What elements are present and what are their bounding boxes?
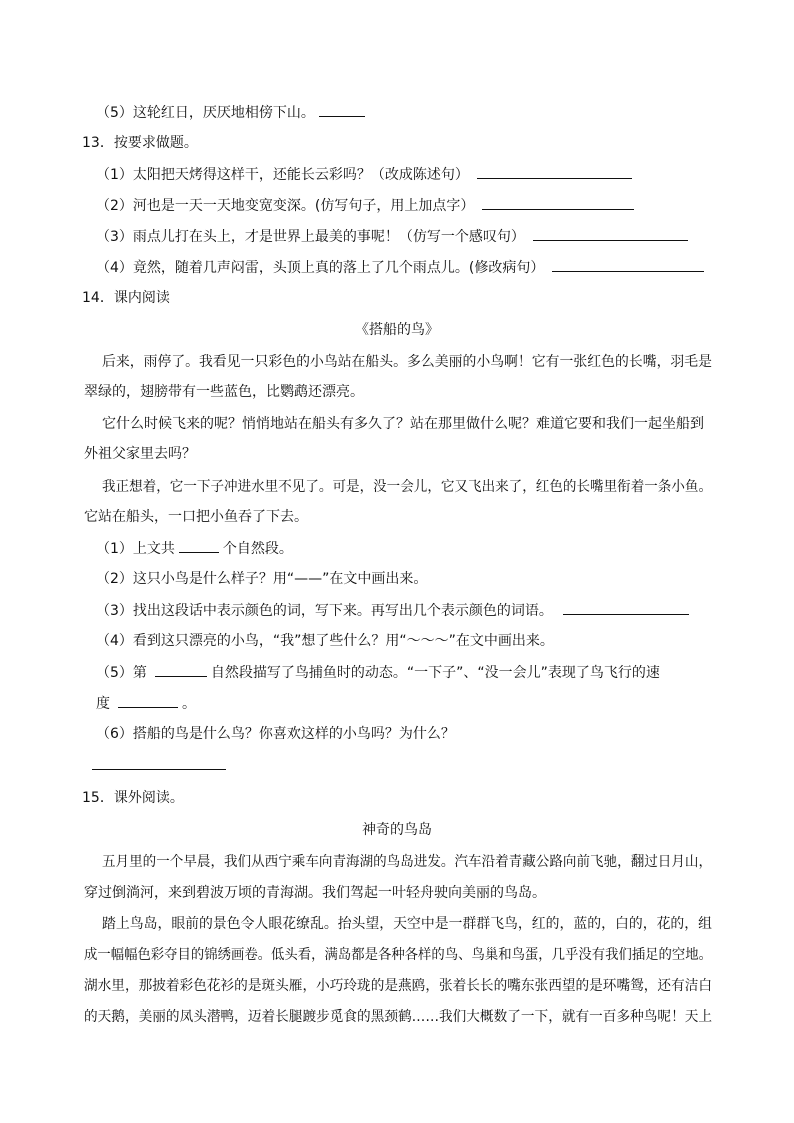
q14-question-3: （3）找出这段话中表示颜色的词，写下来。再写出几个表示颜色的词语。 [96,600,693,621]
q15-heading: 15．课外阅读。 [82,790,184,806]
q14-paragraph-3-line-2: 它站在船头，一口把小鱼吞了下去。 [84,509,308,525]
answer-blank[interactable] [482,195,634,210]
answer-blank[interactable] [319,102,365,117]
q13-item-4: （4）竟然，随着几声闷雷，头顶上真的落上了几个雨点儿。(修改病句） [96,257,708,278]
q14-question-6: （6）搭船的鸟是什么鸟？你喜欢这样的小鸟吗？为什么？ [96,726,455,742]
q14-question-2: （2）这只小鸟是什么样子？用“——”在文中画出来。 [96,571,428,587]
answer-blank[interactable] [563,600,689,615]
answer-blank[interactable] [552,257,704,272]
answer-blank[interactable] [477,164,632,179]
q14-question-5-line-2: 度 。 [96,693,196,714]
q15-paragraph-2-line-3: 湖水里，那披着彩色花衫的是斑头雁，小巧玲珑的是燕鸥，张着长长的嘴东张西望的是环嘴鸳，还有洁白 [84,978,713,994]
answer-blank[interactable] [118,693,178,708]
answer-line[interactable] [92,769,226,770]
q13-heading: 13．按要求做题。 [82,135,198,151]
q15-paragraph-2-line-4: 的天鹅，美丽的凤头潜鸭，迈着长腿踱步觅食的黑颈鹤……我们大概数了一下，就有一百多种鸟呢！天上 [84,1009,713,1025]
q15-paragraph-1-line-1: 五月里的一个早晨，我们从西宁乘车向青海湖的鸟岛进发。汽车沿着青藏公路向前飞驰，翻过日月山， [102,854,713,870]
answer-blank[interactable] [533,226,688,241]
q14-heading: 14．课内阅读 [82,290,170,306]
q14-paragraph-1-line-2: 翠绿的，翅膀带有一些蓝色，比鹦鹉还漂亮。 [84,384,364,400]
q15-paragraph-1-line-2: 穿过倒淌河，来到碧波万顷的青海湖。我们驾起一叶轻舟驶向美丽的鸟岛。 [84,885,546,901]
answer-blank[interactable] [155,662,207,677]
q14-paragraph-2-line-2: 外祖父家里去吗？ [84,446,196,462]
q15-passage-title: 神奇的鸟岛 [362,822,432,838]
q15-paragraph-2-line-2: 成一幅幅色彩夺目的锦绣画卷。低头看，满岛都是各种各样的鸟、鸟巢和鸟蛋，几乎没有我们插足的空地。 [84,947,712,963]
q14-question-5-line-1: （5）第 自然段描写了鸟捕鱼时的动态。“一下子”、“没一会儿”表现了鸟飞行的速 [96,662,660,683]
q14-paragraph-2-line-1: 它什么时候飞来的呢？悄悄地站在船头有多久了？站在那里做什么呢？难道它要和我们一起坐船到 [102,416,704,432]
q13-item-1: （1）太阳把天烤得这样干，还能长云彩吗？（改成陈述句） [96,164,636,185]
q14-paragraph-1-line-1: 后来，雨停了。我看见一只彩色的小鸟站在船头。多么美丽的小鸟啊！它有一张红色的长嘴，羽毛是 [102,354,713,370]
answer-blank[interactable] [179,538,219,553]
q13-item-2: （2）河也是一天一天地变宽变深。(仿写句子，用上加点字） [96,195,638,216]
q14-question-4: （4）看到这只漂亮的小鸟，“我”想了些什么？用“～～～”在文中画出来。 [96,633,554,649]
q12-item-5: （5）这轮红日，厌厌地相傍下山。 [96,102,369,123]
q13-item-3: （3）雨点儿打在头上，才是世界上最美的事呢！（仿写一个感叹句） [96,226,692,247]
q14-passage-title: 《搭船的鸟》 [355,322,439,338]
q15-paragraph-2-line-1: 踏上鸟岛，眼前的景色令人眼花缭乱。抬头望，天空中是一群群飞鸟，红的，蓝的，白的，花的，组 [102,916,713,932]
q14-question-1: （1）上文共 个自然段。 [96,538,293,559]
q14-paragraph-3-line-1: 我正想着，它一下子冲进水里不见了。可是，没一会儿，它又飞出来了，红色的长嘴里衔着一条小鱼。 [102,479,713,495]
